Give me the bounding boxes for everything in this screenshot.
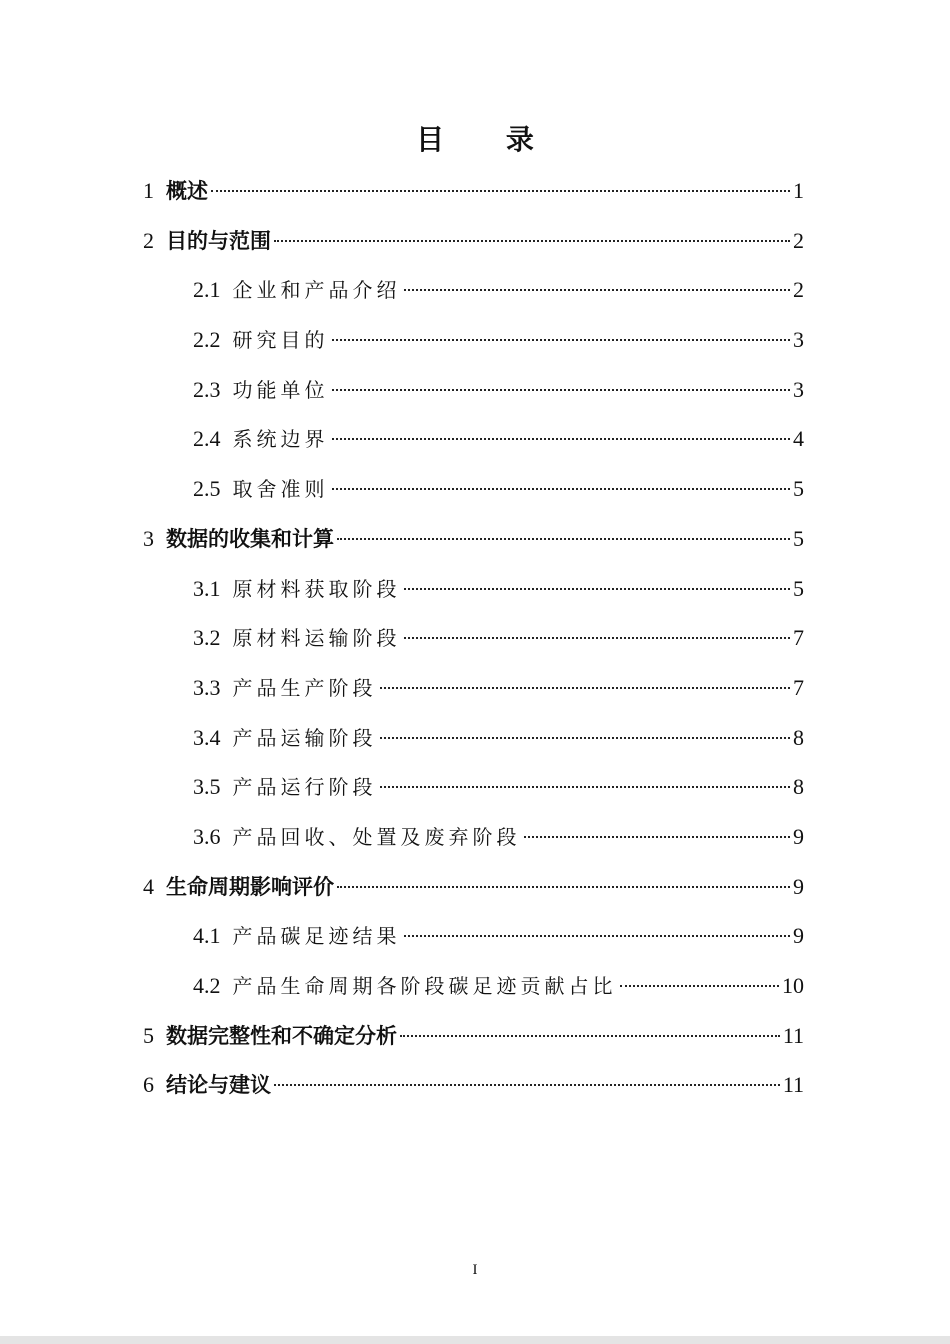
toc-entry-page: 9	[793, 923, 804, 949]
table-of-contents	[143, 166, 804, 1110]
toc-dot-leader	[332, 389, 791, 391]
toc-entry-number: 2.2	[193, 327, 221, 353]
toc-entry-number: 3.6	[193, 823, 221, 849]
toc-chapter-entry[interactable]	[143, 1011, 804, 1061]
toc-chapter-entry[interactable]	[143, 1060, 804, 1110]
toc-dot-leader	[337, 538, 790, 540]
toc-entry-number: 4.2	[193, 973, 221, 998]
toc-entry-number: 6	[143, 1072, 154, 1098]
toc-section-entry[interactable]	[143, 564, 804, 614]
toc-entry-page: 8	[793, 774, 804, 800]
toc-dot-leader	[404, 588, 791, 590]
toc-section-entry[interactable]	[143, 265, 804, 315]
toc-entry-number: 2.5	[193, 476, 221, 502]
toc-entry-page: 8	[793, 724, 804, 750]
toc-entry-title: 产品生命周期各阶段碳足迹贡献占比	[232, 974, 617, 998]
toc-entry-page: 11	[782, 1072, 804, 1098]
toc-entry-title: 概述	[166, 179, 208, 203]
toc-dot-leader	[400, 1035, 780, 1037]
toc-dot-leader	[274, 240, 790, 242]
toc-entry-page: 3	[793, 327, 804, 353]
toc-entry-page: 4	[793, 426, 804, 452]
toc-entry-number: 3.5	[193, 774, 221, 800]
toc-section-entry[interactable]	[143, 613, 804, 663]
toc-dot-leader	[380, 737, 791, 739]
toc-entry-number: 3.4	[193, 724, 221, 750]
toc-dot-leader	[332, 488, 791, 490]
toc-chapter-entry[interactable]	[143, 514, 804, 564]
toc-dot-leader	[524, 836, 791, 838]
toc-dot-leader	[404, 289, 791, 291]
toc-entry-title: 产品回收、处置及废弃阶段	[232, 824, 521, 849]
toc-dot-leader	[274, 1084, 780, 1086]
toc-chapter-entry[interactable]	[143, 862, 804, 912]
toc-entry-number: 1	[143, 178, 154, 203]
toc-entry-title: 结论与建议	[166, 1073, 271, 1098]
toc-entry-title: 原材料运输阶段	[232, 626, 401, 651]
toc-dot-leader	[620, 985, 780, 987]
toc-entry-page: 3	[793, 376, 804, 402]
toc-section-entry[interactable]	[143, 663, 804, 713]
toc-entry-page: 9	[793, 823, 804, 849]
toc-entry-number: 2	[143, 227, 154, 253]
toc-dot-leader	[332, 339, 791, 341]
toc-entry-number: 2.4	[193, 426, 221, 452]
toc-entry-page: 2	[793, 277, 804, 303]
toc-entry-number: 4	[143, 873, 154, 899]
toc-entry-title: 目的与范围	[166, 228, 271, 253]
toc-entry-page: 10	[782, 973, 804, 998]
toc-entry-number: 3	[143, 525, 154, 551]
toc-entry-title: 产品运行阶段	[232, 775, 377, 800]
toc-entry-title: 产品碳足迹结果	[232, 924, 401, 949]
scan-bottom-edge	[0, 1336, 950, 1344]
toc-entry-title: 企业和产品介绍	[232, 278, 401, 303]
toc-section-entry[interactable]	[143, 315, 804, 365]
toc-entry-title: 生命周期影响评价	[166, 874, 334, 899]
toc-entry-page: 11	[782, 1022, 804, 1048]
toc-section-entry[interactable]	[143, 365, 804, 415]
toc-entry-number: 3.2	[193, 625, 221, 651]
toc-entry-number: 2.3	[193, 376, 221, 402]
toc-dot-leader	[404, 935, 791, 937]
toc-entry-page: 5	[793, 575, 804, 601]
toc-section-entry[interactable]	[143, 713, 804, 763]
toc-entry-number: 2.1	[193, 277, 221, 303]
toc-entry-title: 研究目的	[232, 328, 329, 353]
toc-dot-leader	[404, 637, 791, 639]
toc-section-entry[interactable]	[143, 414, 804, 464]
toc-entry-title: 产品运输阶段	[232, 725, 377, 750]
toc-dot-leader	[380, 786, 791, 788]
toc-dot-leader	[332, 438, 791, 440]
toc-entry-page: 7	[793, 625, 804, 651]
toc-entry-number: 5	[143, 1022, 154, 1048]
toc-entry-number: 4.1	[193, 923, 221, 949]
toc-dot-leader	[211, 190, 790, 192]
toc-section-entry[interactable]	[143, 812, 804, 862]
toc-entry-title: 功能单位	[232, 377, 329, 402]
toc-section-entry[interactable]	[143, 464, 804, 514]
toc-dot-leader	[380, 687, 791, 689]
toc-dot-leader	[337, 886, 790, 888]
toc-entry-title: 原材料获取阶段	[232, 576, 401, 601]
toc-entry-number: 3.1	[193, 575, 221, 601]
page-title: 目 录	[416, 123, 560, 156]
toc-section-entry[interactable]	[143, 961, 804, 1011]
toc-entry-page: 2	[793, 227, 804, 253]
toc-chapter-entry[interactable]	[143, 216, 804, 266]
toc-entry-title: 产品生产阶段	[232, 675, 377, 700]
toc-entry-page: 9	[793, 873, 804, 899]
toc-entry-title: 数据的收集和计算	[166, 526, 334, 551]
toc-entry-page: 5	[793, 476, 804, 502]
toc-section-entry[interactable]	[143, 911, 804, 961]
toc-section-entry[interactable]	[143, 762, 804, 812]
toc-chapter-entry[interactable]	[143, 166, 804, 216]
toc-entry-page: 5	[793, 525, 804, 551]
page-number: I	[472, 1262, 478, 1278]
toc-entry-number: 3.3	[193, 674, 221, 700]
toc-entry-title: 系统边界	[232, 427, 329, 452]
toc-entry-title: 取舍准则	[232, 477, 329, 502]
toc-entry-page: 1	[793, 178, 804, 203]
toc-entry-page: 7	[793, 674, 804, 700]
toc-entry-title: 数据完整性和不确定分析	[166, 1023, 397, 1048]
